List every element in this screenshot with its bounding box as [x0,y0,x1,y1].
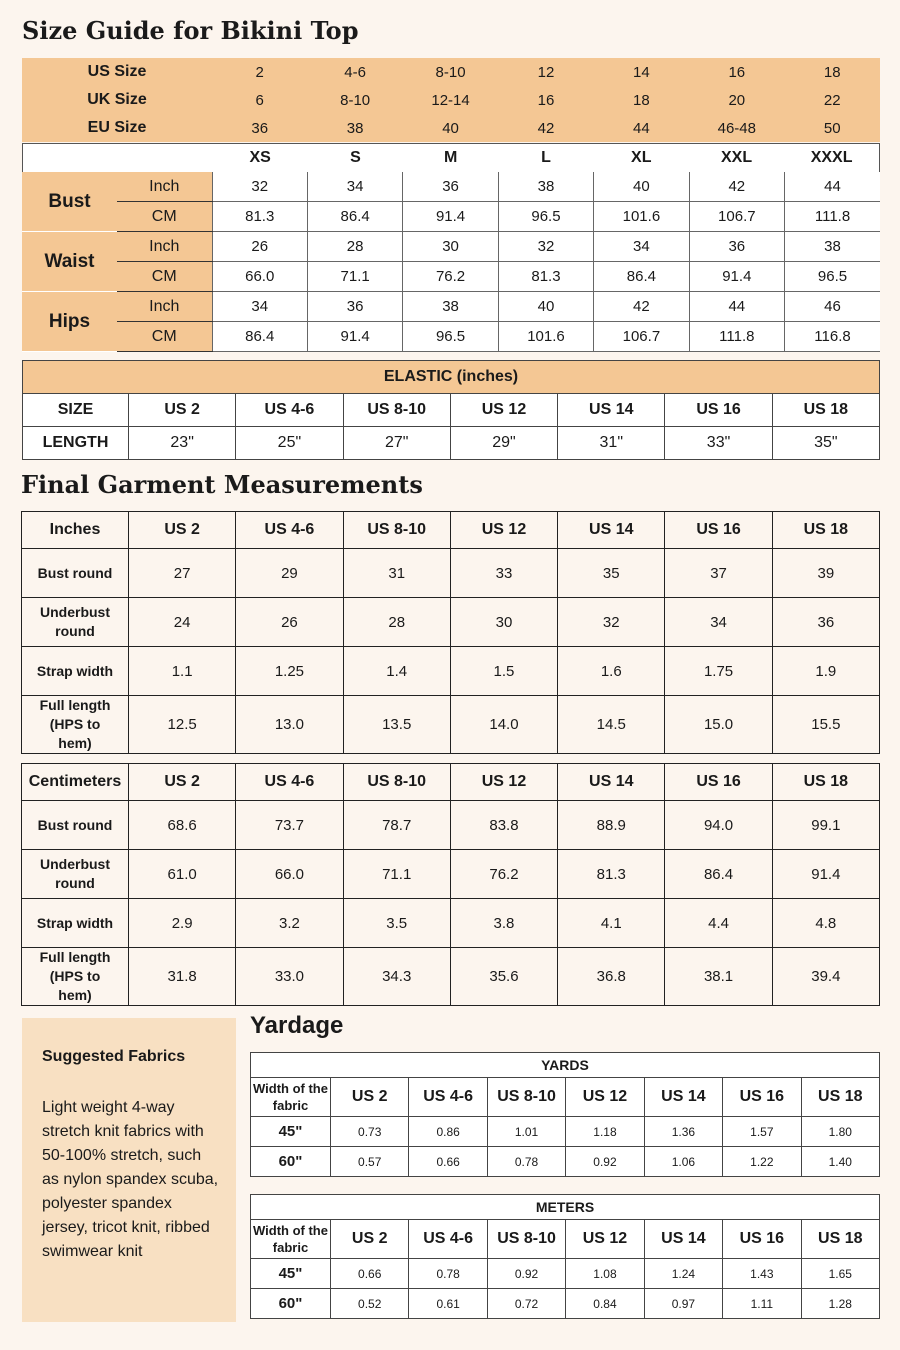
measurement-value: 88.9 [558,801,665,850]
header-row [22,764,880,801]
measurement-value: 1.6 [558,647,665,696]
inch-value: 38 [403,292,498,322]
inch-value: 36 [307,292,402,322]
measurement-value: 1.5 [450,647,557,696]
table-row [251,1147,880,1177]
elastic-length: 27" [343,427,450,460]
unit-label: Centimeters [22,764,129,801]
eu-size-value: 36 [251,119,269,137]
eu-size-label: EU Size [87,119,147,136]
yardage-value: 0.66 [409,1147,487,1177]
size-header: US 4-6 [236,512,343,549]
measurement-value: 1.9 [772,647,879,696]
us-size-value: 16 [728,63,746,81]
inch-value: 34 [594,232,689,262]
measurement-value: 38.1 [665,948,772,1006]
fabric-width: 45" [251,1259,331,1289]
measurement-value: 31 [343,549,450,598]
measurement-value: 33.0 [236,948,343,1006]
yardage-value: 1.24 [644,1259,722,1289]
size-header: US 2 [129,764,236,801]
measurement-value: 1.25 [236,647,343,696]
size-header: US 18 [801,1078,879,1117]
size-header: US 4-6 [236,764,343,801]
size-header: US 2 [331,1220,409,1259]
measurement-value: 71.1 [343,850,450,899]
eu-size-value: 46-48 [717,119,756,137]
measurement-row [22,172,880,202]
uk-size-label: UK Size [87,91,147,108]
yardage-value: 0.57 [331,1147,409,1177]
inch-value: 26 [212,232,307,262]
table-row [22,948,880,1006]
row-label: Bust round [22,549,129,598]
table-caption: YARDS [251,1053,880,1078]
measurement-value: 91.4 [772,850,879,899]
measurement-value: 78.7 [343,801,450,850]
cm-value: 96.5 [785,262,880,292]
measurement-value: 73.7 [236,801,343,850]
table-row [22,598,880,647]
cm-value: 91.4 [307,322,402,352]
caption-row [251,1195,880,1220]
yardage-value: 1.11 [723,1289,801,1319]
us-size-value: 2 [255,63,264,81]
final-centimeters-table [21,763,880,1006]
uk-size-value: 8-10 [340,91,371,109]
measurement-value: 28 [343,598,450,647]
measurement-value: 1.75 [665,647,772,696]
measurement-value: 37 [665,549,772,598]
size-header: US 2 [129,512,236,549]
us-size-value: 18 [823,63,841,81]
us-size-row [22,58,880,86]
yardage-value: 1.08 [566,1259,644,1289]
measurement-value: 13.0 [236,696,343,754]
size-header: US 2 [331,1078,409,1117]
row-label: Strap width [22,647,129,696]
yardage-yards-table [250,1052,880,1177]
header-row [251,1220,880,1259]
letter-size: XXXL [810,149,853,166]
measurement-value: 99.1 [772,801,879,850]
size-header: US 16 [723,1078,801,1117]
yardage-value: 1.65 [801,1259,879,1289]
elastic-size: US 14 [558,394,665,427]
fabrics-text: Light weight 4-way stretch knit fabrics with 50-100% stretch, such as nylon spandex scuba, polyester spandex jersey, tricot knit, ribbed swimwear knit [42,1099,219,1260]
yardage-value: 1.40 [801,1147,879,1177]
yardage-value: 0.78 [409,1259,487,1289]
measurement-row [22,232,880,262]
row-label: Strap width [22,899,129,948]
yardage-meters-table [250,1194,880,1319]
unit-label: Inch [117,232,212,262]
size-header: US 4-6 [409,1220,487,1259]
row-label: Full length (HPS to hem) [22,948,129,1006]
width-label: Width of the fabric [251,1220,331,1259]
measurement-value: 94.0 [665,801,772,850]
cm-value: 81.3 [498,262,593,292]
eu-size-row [22,114,880,142]
elastic-heading: ELASTIC (inches) [23,361,880,394]
cm-value: 86.4 [594,262,689,292]
table-row [22,647,880,696]
inch-value: 34 [212,292,307,322]
measurement-row [22,262,880,292]
measurement-value: 36 [772,598,879,647]
letter-size: XL [631,149,652,166]
measurement-value: 15.0 [665,696,772,754]
measurement-value: 14.5 [558,696,665,754]
table-row [22,549,880,598]
size-header: US 14 [644,1220,722,1259]
measurement-value: 29 [236,549,343,598]
row-label: Underbust round [22,850,129,899]
uk-size-value: 12-14 [431,91,470,109]
table-row [22,850,880,899]
measurement-value: 39.4 [772,948,879,1006]
inch-value: 34 [307,172,402,202]
uk-size-value: 18 [633,91,650,109]
size-header: US 14 [558,512,665,549]
yardage-value: 0.92 [487,1259,565,1289]
measurement-value: 3.2 [236,899,343,948]
cm-value: 106.7 [689,202,784,232]
measurement-value: 13.5 [343,696,450,754]
size-header: US 14 [644,1078,722,1117]
inch-value: 40 [594,172,689,202]
yardage-value: 1.22 [723,1147,801,1177]
suggested-fabrics-panel [22,1018,236,1322]
table-row [251,1289,880,1319]
eu-size-value: 50 [823,119,841,137]
measurement-value: 33 [450,549,557,598]
elastic-length: 35" [772,427,879,460]
size-header: US 12 [450,764,557,801]
letter-size: L [541,149,551,166]
unit-label: Inches [22,512,129,549]
elastic-size: US 18 [772,394,879,427]
elastic-length: 25" [236,427,343,460]
cm-value: 76.2 [403,262,498,292]
inch-value: 38 [498,172,593,202]
row-label: Full length (HPS to hem) [22,696,129,754]
yardage-value: 1.01 [487,1117,565,1147]
cm-value: 101.6 [498,322,593,352]
measurement-value: 39 [772,549,879,598]
yardage-value: 0.97 [644,1289,722,1319]
blank-cell [23,144,213,173]
measurement-value: 26 [236,598,343,647]
yardage-title: Yardage [250,1012,344,1039]
inch-value: 32 [212,172,307,202]
size-header: US 8-10 [343,764,450,801]
yardage-value: 0.52 [331,1289,409,1319]
inch-value: 38 [785,232,880,262]
cm-value: 86.4 [307,202,402,232]
elastic-length: 29" [450,427,557,460]
elastic-length: 23" [129,427,236,460]
measurement-value: 30 [450,598,557,647]
elastic-length: 33" [665,427,772,460]
size-conversion-table [22,58,880,142]
inch-value: 36 [403,172,498,202]
measurement-value: 35 [558,549,665,598]
size-header: US 18 [801,1220,879,1259]
measurement-row [22,322,880,352]
yardage-value: 1.18 [566,1117,644,1147]
us-size-value: 8-10 [435,63,466,81]
inch-value: 42 [594,292,689,322]
us-size-value: 12 [537,63,555,81]
eu-size-value: 38 [346,119,364,137]
size-header: US 16 [723,1220,801,1259]
size-header: US 12 [566,1078,644,1117]
uk-size-row [22,86,880,114]
measurement-value: 4.1 [558,899,665,948]
fabric-width: 60" [251,1147,331,1177]
cm-value: 71.1 [307,262,402,292]
inch-value: 46 [785,292,880,322]
header-row [251,1078,880,1117]
table-row [22,696,880,754]
elastic-size: US 2 [129,394,236,427]
table-caption: METERS [251,1195,880,1220]
cm-value: 111.8 [689,322,784,352]
size-header: US 8-10 [343,512,450,549]
measurement-value: 15.5 [772,696,879,754]
size-header: US 8-10 [487,1078,565,1117]
measurement-value: 4.4 [665,899,772,948]
measurement-value: 12.5 [129,696,236,754]
measurement-value: 76.2 [450,850,557,899]
measurement-value: 14.0 [450,696,557,754]
cm-value: 96.5 [498,202,593,232]
final-inches-table [21,511,880,754]
width-label: Width of the fabric [251,1078,331,1117]
measurement-value: 61.0 [129,850,236,899]
yardage-value: 1.43 [723,1259,801,1289]
letter-size: S [350,149,361,166]
cm-value: 111.8 [785,202,880,232]
row-label: Bust round [22,801,129,850]
cm-value: 106.7 [594,322,689,352]
cm-value: 96.5 [403,322,498,352]
unit-label: Inch [117,292,212,322]
measurement-label: Waist [22,232,117,292]
uk-size-value: 22 [823,91,841,109]
cm-value: 81.3 [212,202,307,232]
uk-size-value: 6 [255,91,264,109]
fabric-width: 60" [251,1289,331,1319]
unit-label: CM [117,322,212,352]
inch-value: 44 [785,172,880,202]
eu-size-value: 42 [537,119,555,137]
size-header: US 16 [665,512,772,549]
us-size-value: 4-6 [344,63,366,81]
measurement-value: 35.6 [450,948,557,1006]
table-row [22,801,880,850]
measurement-value: 27 [129,549,236,598]
final-measurements-title: Final Garment Measurements [21,470,423,499]
inch-value: 44 [689,292,784,322]
uk-size-value: 16 [537,91,555,109]
row-label: Underbust round [22,598,129,647]
uk-size-value: 20 [728,91,746,109]
body-measurement-table [22,172,880,352]
measurement-value: 4.8 [772,899,879,948]
measurement-label: Bust [22,172,117,232]
fabric-width: 45" [251,1117,331,1147]
elastic-length: 31" [558,427,665,460]
length-label: LENGTH [23,427,129,460]
unit-label: CM [117,202,212,232]
yardage-value: 1.28 [801,1289,879,1319]
header-row [22,512,880,549]
elastic-table [22,360,880,460]
size-header: US 4-6 [409,1078,487,1117]
yardage-value: 1.06 [644,1147,722,1177]
letter-size-row [22,143,880,173]
yardage-value: 0.66 [331,1259,409,1289]
yardage-value: 0.92 [566,1147,644,1177]
cm-value: 116.8 [785,322,880,352]
us-size-label: US Size [87,63,147,80]
table-row [22,899,880,948]
measurement-value: 3.8 [450,899,557,948]
elastic-size: US 4-6 [236,394,343,427]
yardage-value: 0.73 [331,1117,409,1147]
measurement-value: 3.5 [343,899,450,948]
measurement-value: 34.3 [343,948,450,1006]
size-header: US 18 [772,512,879,549]
yardage-value: 0.84 [566,1289,644,1319]
inch-value: 30 [403,232,498,262]
measurement-value: 24 [129,598,236,647]
cm-value: 86.4 [212,322,307,352]
yardage-value: 0.61 [409,1289,487,1319]
unit-label: Inch [117,172,212,202]
table-row [251,1259,880,1289]
size-header: US 12 [450,512,557,549]
inch-value: 32 [498,232,593,262]
inch-value: 36 [689,232,784,262]
page-title: Size Guide for Bikini Top [22,16,359,45]
letter-size: M [444,149,458,166]
cm-value: 101.6 [594,202,689,232]
cm-value: 91.4 [403,202,498,232]
measurement-value: 32 [558,598,665,647]
size-header: US 16 [665,764,772,801]
eu-size-value: 44 [633,119,650,137]
yardage-value: 1.80 [801,1117,879,1147]
measurement-value: 81.3 [558,850,665,899]
measurement-label: Hips [22,292,117,352]
eu-size-value: 40 [442,119,459,137]
elastic-size: US 16 [665,394,772,427]
yardage-value: 0.72 [487,1289,565,1319]
fabrics-heading: Suggested Fabrics [42,1048,186,1065]
measurement-value: 68.6 [129,801,236,850]
unit-label: CM [117,262,212,292]
inch-value: 40 [498,292,593,322]
size-header: US 12 [566,1220,644,1259]
size-label: SIZE [23,394,129,427]
measurement-value: 31.8 [129,948,236,1006]
inch-value: 42 [689,172,784,202]
yardage-value: 0.78 [487,1147,565,1177]
measurement-value: 66.0 [236,850,343,899]
letter-size: XS [249,149,271,166]
measurement-value: 1.1 [129,647,236,696]
table-row [251,1117,880,1147]
measurement-value: 83.8 [450,801,557,850]
yardage-value: 0.86 [409,1117,487,1147]
measurement-value: 36.8 [558,948,665,1006]
cm-value: 91.4 [689,262,784,292]
measurement-value: 1.4 [343,647,450,696]
measurement-row [22,202,880,232]
measurement-value: 2.9 [129,899,236,948]
inch-value: 28 [307,232,402,262]
measurement-value: 34 [665,598,772,647]
us-size-value: 14 [633,63,650,81]
measurement-value: 86.4 [665,850,772,899]
letter-size: XXL [720,149,753,166]
elastic-size: US 8-10 [343,394,450,427]
yardage-value: 1.36 [644,1117,722,1147]
yardage-value: 1.57 [723,1117,801,1147]
cm-value: 66.0 [212,262,307,292]
elastic-size: US 12 [450,394,557,427]
caption-row [251,1053,880,1078]
measurement-row [22,292,880,322]
size-header: US 14 [558,764,665,801]
size-header: US 8-10 [487,1220,565,1259]
size-header: US 18 [772,764,879,801]
